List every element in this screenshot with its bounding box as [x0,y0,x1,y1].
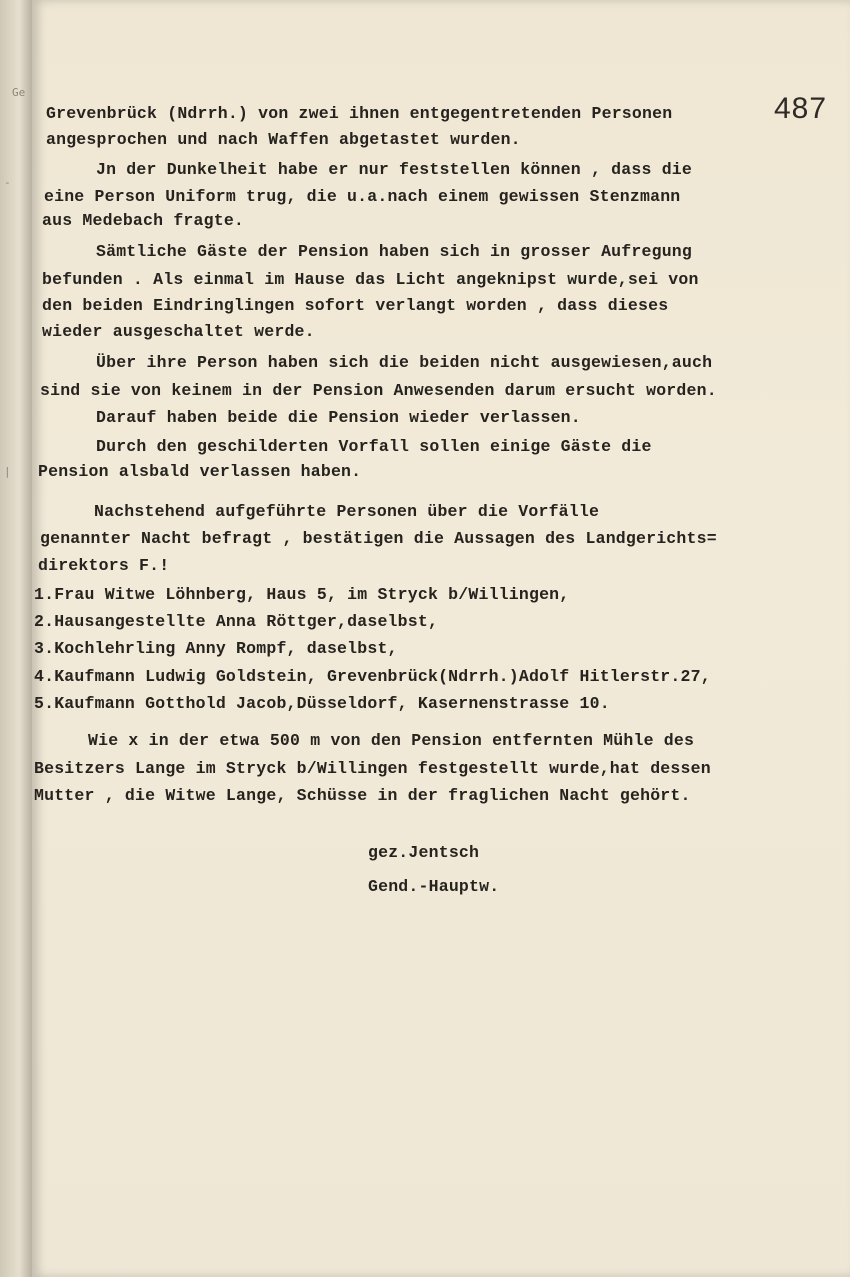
text-line: aus Medebach fragte. [42,211,245,230]
text-line: den beiden Eindringlingen sofort verlangt worden , dass dieses [42,296,669,315]
text-line: Durch den geschilderten Vorfall sollen einige Gäste die [96,437,652,456]
left-page-edge [0,0,32,1277]
text-line: Pension alsbald verlassen haben. [38,462,362,481]
text-line: Darauf haben beide die Pension wieder verlassen. [96,408,581,427]
text-line: sind sie von keinem in der Pension Anwesenden darum ersucht worden. [40,381,717,400]
text-line: befunden . Als einmal im Hause das Licht angeknipst wurde,sei von [42,270,699,289]
text-line: Grevenbrück (Ndrrh.) von zwei ihnen entgegentretenden Personen [46,104,673,123]
text-line: Über ihre Person haben sich die beiden nicht ausgewiesen,auch [96,353,713,372]
margin-mark: Ge [12,86,26,99]
document-page [32,0,850,1277]
text-line: Mutter , die Witwe Lange, Schüsse in der fraglichen Nacht gehört. [34,786,691,805]
list-item: 3.Kochlehrling Anny Rompf, daselbst, [34,639,398,658]
text-line: Wie x in der etwa 500 m von den Pension entfernten Mühle des [88,731,695,750]
list-item: 5.Kaufmann Gotthold Jacob,Düsseldorf, Kasernenstrasse 10. [34,694,610,713]
text-line: Jn der Dunkelheit habe er nur feststellen können , dass die [96,160,692,179]
margin-mark: | [4,465,11,478]
list-item: 1.Frau Witwe Löhnberg, Haus 5, im Stryck b/Willingen, [34,585,570,604]
text-line: angesprochen und nach Waffen abgetastet wurden. [46,130,521,149]
signature-name: gez.Jentsch [368,843,480,862]
page-number: 487 [774,92,828,125]
signature-rank: Gend.-Hauptw. [368,877,500,896]
text-line: Nachstehend aufgeführte Personen über die Vorfälle [94,502,600,521]
list-item: 4.Kaufmann Ludwig Goldstein, Grevenbrück(Ndrrh.)Adolf Hitlerstr.27, [34,667,711,686]
text-line: eine Person Uniform trug, die u.a.nach einem gewissen Stenzmann [44,187,681,206]
text-line: genannter Nacht befragt , bestätigen die Aussagen des Landgerichts= [40,529,717,548]
text-line: Besitzers Lange im Stryck b/Willingen festgestellt wurde,hat dessen [34,759,711,778]
text-line: wieder ausgeschaltet werde. [42,322,315,341]
text-line: Sämtliche Gäste der Pension haben sich in grosser Aufregung [96,242,692,261]
margin-mark: - [4,176,11,189]
list-item: 2.Hausangestellte Anna Röttger,daselbst, [34,612,439,631]
text-line: direktors F.! [38,556,170,575]
